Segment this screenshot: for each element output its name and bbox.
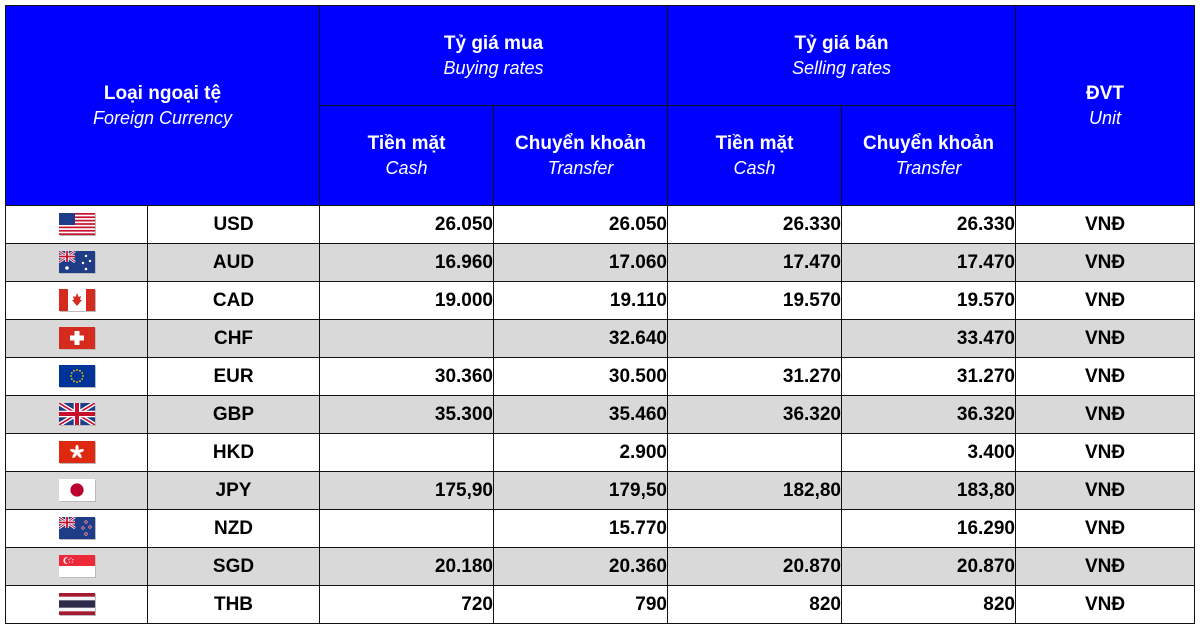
unit-value: VNĐ [1016, 358, 1195, 396]
selling-cash-header-vi: Tiền mặt [715, 132, 794, 154]
buying-cash-value: 30.360 [320, 358, 494, 396]
unit-value: VNĐ [1016, 586, 1195, 624]
table-row [6, 586, 1195, 624]
au-flag-icon [59, 251, 95, 273]
table-row [6, 206, 1195, 244]
currency-header-en: Foreign Currency [92, 107, 233, 128]
selling-cash-value: 26.330 [668, 206, 842, 244]
currency-code: SGD [148, 548, 320, 586]
unit-value: VNĐ [1016, 548, 1195, 586]
table-row [6, 320, 1195, 358]
buying-transfer-value: 35.460 [494, 396, 668, 434]
unit-header-vi: ĐVT [1086, 82, 1124, 104]
selling-cash-value: 820 [668, 586, 842, 624]
currency-code: USD [148, 206, 320, 244]
buying-transfer-value: 2.900 [494, 434, 668, 472]
buying-rates-header [320, 6, 668, 106]
eu-flag-icon [59, 365, 95, 387]
buying-transfer-header [494, 106, 668, 206]
buying-transfer-value: 17.060 [494, 244, 668, 282]
selling-cash-value: 36.320 [668, 396, 842, 434]
table-row [6, 244, 1195, 282]
currency-code: AUD [148, 244, 320, 282]
flag-cell [6, 358, 148, 396]
currency-code: CHF [148, 320, 320, 358]
unit-value: VNĐ [1016, 396, 1195, 434]
selling-transfer-header-vi: Chuyển khoản [863, 132, 994, 154]
unit-value: VNĐ [1016, 282, 1195, 320]
selling-transfer-value: 183,80 [842, 472, 1016, 510]
currency-code: HKD [148, 434, 320, 472]
selling-transfer-value: 17.470 [842, 244, 1016, 282]
currency-code: GBP [148, 396, 320, 434]
flag-cell [6, 244, 148, 282]
selling-transfer-value: 19.570 [842, 282, 1016, 320]
gb-flag-icon [59, 403, 95, 425]
currency-code: NZD [148, 510, 320, 548]
selling-transfer-value: 820 [842, 586, 1016, 624]
unit-value: VNĐ [1016, 510, 1195, 548]
currency-header [6, 6, 320, 206]
buying-header-en: Buying rates [443, 57, 544, 78]
buying-transfer-value: 20.360 [494, 548, 668, 586]
selling-cash-value: 182,80 [668, 472, 842, 510]
flag-cell [6, 510, 148, 548]
buying-transfer-value: 19.110 [494, 282, 668, 320]
flag-cell [6, 586, 148, 624]
unit-value: VNĐ [1016, 434, 1195, 472]
selling-transfer-header [842, 106, 1016, 206]
unit-header [1016, 6, 1195, 206]
buying-cash-value: 175,90 [320, 472, 494, 510]
selling-cash-value: 19.570 [668, 282, 842, 320]
nz-flag-icon [59, 517, 95, 539]
buying-cash-value: 19.000 [320, 282, 494, 320]
unit-value: VNĐ [1016, 472, 1195, 510]
hk-flag-icon [59, 441, 95, 463]
buying-transfer-header-vi: Chuyển khoản [515, 132, 646, 154]
selling-cash-header [668, 106, 842, 206]
flag-cell [6, 548, 148, 586]
selling-transfer-value: 26.330 [842, 206, 1016, 244]
unit-value: VNĐ [1016, 244, 1195, 282]
exchange-rate-table [5, 5, 1195, 624]
table-row [6, 472, 1195, 510]
buying-transfer-value: 32.640 [494, 320, 668, 358]
selling-transfer-value: 20.870 [842, 548, 1016, 586]
buying-cash-value [320, 434, 494, 472]
flag-cell [6, 320, 148, 358]
unit-value: VNĐ [1016, 320, 1195, 358]
unit-header-en: Unit [1088, 107, 1121, 128]
selling-cash-value: 20.870 [668, 548, 842, 586]
ch-flag-icon [59, 327, 95, 349]
currency-header-vi: Loại ngoại tệ [103, 82, 222, 104]
buying-cash-value: 35.300 [320, 396, 494, 434]
currency-code: JPY [148, 472, 320, 510]
flag-cell [6, 396, 148, 434]
flag-cell [6, 434, 148, 472]
table-row [6, 510, 1195, 548]
selling-cash-value: 17.470 [668, 244, 842, 282]
buying-cash-value [320, 320, 494, 358]
unit-value: VNĐ [1016, 206, 1195, 244]
selling-transfer-value: 3.400 [842, 434, 1016, 472]
jp-flag-icon [59, 479, 95, 501]
buying-cash-value: 20.180 [320, 548, 494, 586]
currency-code: EUR [148, 358, 320, 396]
selling-cash-value [668, 434, 842, 472]
selling-cash-value: 31.270 [668, 358, 842, 396]
buying-cash-value: 720 [320, 586, 494, 624]
ca-flag-icon [59, 289, 95, 311]
buying-transfer-value: 790 [494, 586, 668, 624]
selling-transfer-value: 33.470 [842, 320, 1016, 358]
table-row [6, 358, 1195, 396]
buying-cash-value: 16.960 [320, 244, 494, 282]
table-row [6, 282, 1195, 320]
buying-transfer-value: 26.050 [494, 206, 668, 244]
table-row [6, 434, 1195, 472]
buying-cash-header-en: Cash [385, 157, 428, 178]
selling-header-vi: Tỷ giá bán [794, 32, 889, 54]
buying-cash-value: 26.050 [320, 206, 494, 244]
buying-cash-value [320, 510, 494, 548]
buying-cash-header-vi: Tiền mặt [367, 132, 446, 154]
currency-code: CAD [148, 282, 320, 320]
currency-code: THB [148, 586, 320, 624]
us-flag-icon [59, 213, 95, 235]
selling-transfer-header-en: Transfer [895, 157, 962, 178]
buying-cash-header [320, 106, 494, 206]
buying-header-vi: Tỷ giá mua [443, 32, 544, 54]
selling-transfer-value: 36.320 [842, 396, 1016, 434]
th-flag-icon [59, 593, 95, 615]
selling-cash-value [668, 510, 842, 548]
flag-cell [6, 472, 148, 510]
flag-cell [6, 282, 148, 320]
buying-transfer-value: 15.770 [494, 510, 668, 548]
buying-transfer-value: 30.500 [494, 358, 668, 396]
selling-rates-header [668, 6, 1016, 106]
buying-transfer-value: 179,50 [494, 472, 668, 510]
table-row [6, 548, 1195, 586]
flag-cell [6, 206, 148, 244]
buying-transfer-header-en: Transfer [547, 157, 614, 178]
selling-cash-value [668, 320, 842, 358]
selling-transfer-value: 16.290 [842, 510, 1016, 548]
selling-transfer-value: 31.270 [842, 358, 1016, 396]
sg-flag-icon [59, 555, 95, 577]
selling-header-en: Selling rates [791, 57, 892, 78]
table-row [6, 396, 1195, 434]
selling-cash-header-en: Cash [733, 157, 776, 178]
